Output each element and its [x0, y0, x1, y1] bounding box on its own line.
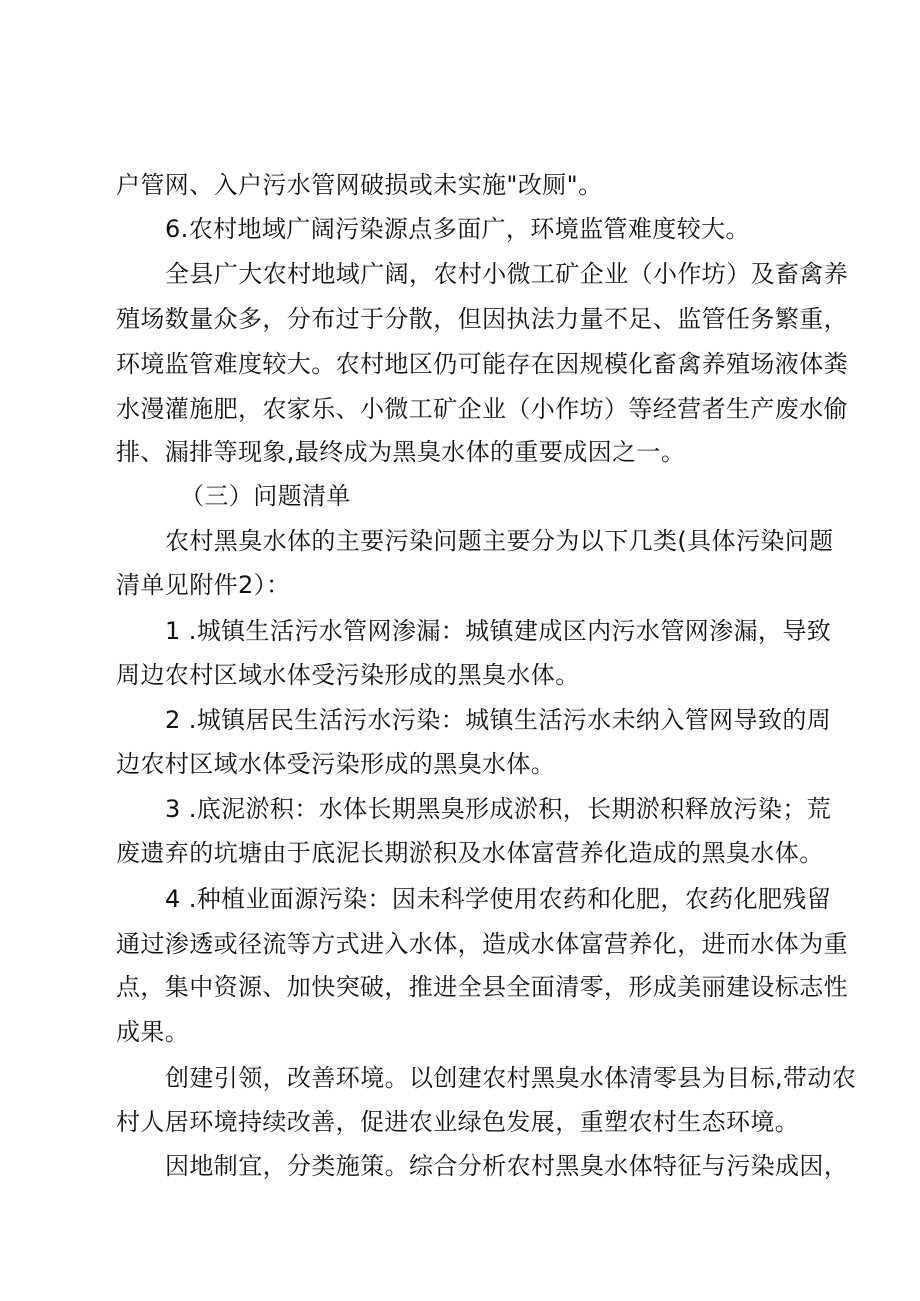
text-line-14: 边农村区域水体受污染形成的黑臭水体。 — [116, 750, 556, 778]
text-line-23: 因地制宜，分类施策。综合分析农村黑臭水体特征与污染成因， — [165, 1152, 849, 1180]
text-line-16: 废遗弃的坑塘由于底泥长期淤积及水体富营养化造成的黑臭水体。 — [116, 839, 824, 867]
text-line-21: 创建引领，改善环境。以创建农村黑臭水体清零县为目标,带动农 — [165, 1064, 857, 1092]
text-line-19: 点，集中资源、加快突破，推进全县全面清零，形成美丽建设标志性 — [116, 973, 848, 1001]
text-line-20: 成果。 — [116, 1018, 190, 1046]
text-line-10: 清单见附件2）： — [116, 571, 291, 599]
text-line-3: 全县广大农村地域广阔，农村小微工矿企业（小作坊）及畜禽养 — [165, 260, 849, 288]
text-line-12: 周边农村区域水体受污染形成的黑臭水体。 — [116, 661, 580, 689]
text-line-6: 水漫灌施肥，农家乐、小微工矿企业（小作坊）等经营者生产废水偷 — [116, 395, 848, 423]
text-line-4: 殖场数量众多，分布过于分散，但因执法力量不足、监管任务繁重， — [116, 305, 848, 333]
text-line-22: 村人居环境持续改善，促进农业绿色发展，重塑农村生态环境。 — [116, 1108, 800, 1136]
text-line-11: 1 .城镇生活污水管网渗漏：城镇建成区内污水管网渗漏，导致 — [165, 617, 832, 645]
text-line-13: 2 .城镇居民生活污水污染：城镇生活污水未纳入管网导致的周 — [165, 706, 832, 734]
text-line-15: 3 .底泥淤积：水体长期黑臭形成淤积，长期淤积释放污染；荒 — [165, 795, 832, 823]
text-line-7: 排、漏排等现象,最终成为黑臭水体的重要成因之一。 — [116, 438, 686, 466]
text-line-17: 4 .种植业面源污染：因未科学使用农药和化肥，农药化肥残留 — [165, 885, 832, 913]
text-line-5: 环境监管难度较大。农村地区仍可能存在因规模化畜禽养殖场液体粪 — [116, 350, 848, 378]
text-line-1: 户管网、入户污水管网破损或未实施"改厕"。 — [116, 171, 603, 199]
text-line-2: 6.农村地域广阔污染源点多面广，环境监管难度较大。 — [165, 215, 750, 243]
text-line-9: 农村黑臭水体的主要污染问题主要分为以下几类(具体污染问题 — [165, 527, 834, 555]
section-heading: （三）问题清单 — [180, 482, 351, 510]
text-line-18: 通过渗透或径流等方式进入水体，造成水体富营养化，进而水体为重 — [116, 930, 848, 958]
